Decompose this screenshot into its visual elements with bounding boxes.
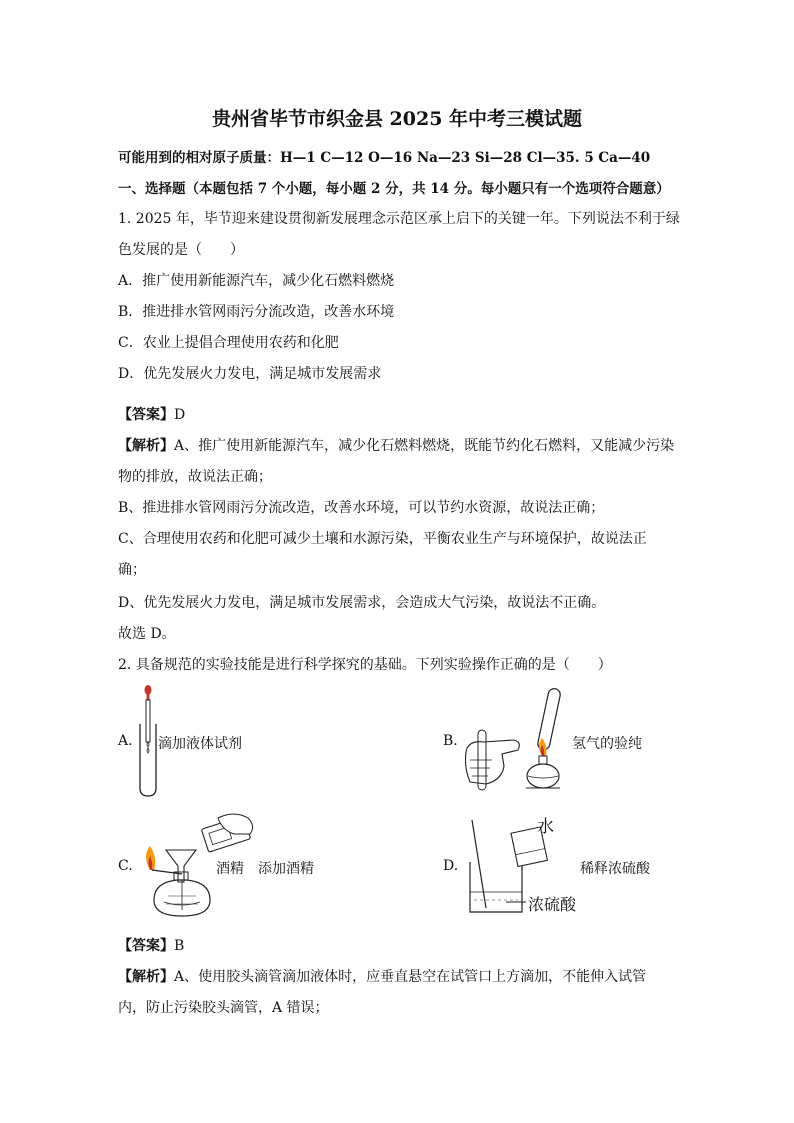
q2-analysis-line1 — [118, 966, 646, 986]
page-title: 贵州省毕节市织金县 2025 年中考三模试题 — [211, 108, 583, 130]
q1-option-b: B．推进排水管网雨污分流改造，改善水环境 — [118, 304, 395, 320]
answer-label: 【答案】 — [118, 938, 174, 954]
q1-analysis-line1 — [118, 435, 674, 455]
q2-stem: 2. 具备规范的实验技能是进行科学探究的基础。下列实验操作正确的是（ ） — [118, 657, 612, 673]
answer-label: 【答案】 — [118, 407, 174, 423]
analysis-label: 【解析】 — [118, 438, 174, 454]
q1-analysis-line5: 确； — [118, 562, 146, 578]
q1-analysis-line6: D、优先发展火力发电，满足城市发展需求，会造成大气污染，故说法不正确。 — [118, 595, 606, 611]
q1-analysis-line4: C、合理使用农药和化肥可减少土壤和水源污染，平衡农业生产与环境保护，故说法正 — [118, 531, 647, 547]
add-alcohol-figure — [138, 812, 264, 922]
q2-option-b-letter: B. — [443, 733, 458, 749]
q2-option-d-letter: D. — [443, 858, 459, 874]
analysis-text: A、推广使用新能源汽车，减少化石燃料燃烧，既能节约化石燃料，又能减少污染 — [174, 438, 675, 454]
q2-option-d-caption: 稀释浓硫酸 — [580, 861, 650, 877]
q1-stem-line2: 色发展的是（ ） — [118, 242, 244, 258]
answer-value: B — [174, 938, 185, 954]
atomic-masses: 可能用到的相对原子质量：H—1 C—12 O—16 Na—23 Si—28 Cl—35. 5 Ca—40 — [118, 150, 651, 166]
answer-value: D — [174, 407, 186, 423]
q2-option-b-caption: 氢气的验纯 — [572, 736, 642, 752]
q1-option-c: C．农业上提倡合理使用农药和化肥 — [118, 335, 339, 351]
q2-answer — [118, 935, 184, 955]
q2-option-c-alcohol-label: 酒精 — [216, 861, 244, 877]
q1-answer — [118, 404, 185, 424]
hydrogen-test-figure — [462, 684, 572, 796]
q1-analysis-line2: 物的排放，故说法正确； — [118, 469, 272, 485]
q2-option-a-letter: A. — [118, 733, 133, 749]
q1-stem-line1: 1. 2025 年，毕节迎来建设贯彻新发展理念示范区承上启下的关键一年。下列说法不利于绿 — [118, 211, 680, 227]
q2-option-a-caption: 滴加液体试剂 — [158, 736, 242, 752]
q1-option-a: A．推广使用新能源汽车，减少化石燃料燃烧 — [118, 273, 395, 289]
q1-analysis-line7: 故选 D。 — [118, 626, 176, 642]
q1-analysis-line3: B、推进排水管网雨污分流改造，改善水环境，可以节约水资源，故说法正确； — [118, 500, 605, 516]
analysis-label: 【解析】 — [118, 969, 174, 985]
q2-option-d-water-label: 水 — [537, 817, 554, 837]
q2-option-d-acid-label: 浓硫酸 — [528, 895, 577, 914]
q2-analysis-line2: 内，防止污染胶头滴管，A 错误； — [118, 1000, 329, 1016]
section-header: 一、选择题（本题包括 7 个小题，每小题 2 分，共 14 分。每小题只有一个选项符合题意） — [118, 181, 670, 197]
q2-option-c-letter: C. — [118, 858, 133, 874]
q2-option-c-caption: 添加酒精 — [258, 861, 314, 877]
q1-option-d: D．优先发展火力发电，满足城市发展需求 — [118, 366, 382, 382]
analysis-text: A、使用胶头滴管滴加液体时，应垂直悬空在试管口上方滴加，不能伸入试管 — [174, 969, 647, 985]
